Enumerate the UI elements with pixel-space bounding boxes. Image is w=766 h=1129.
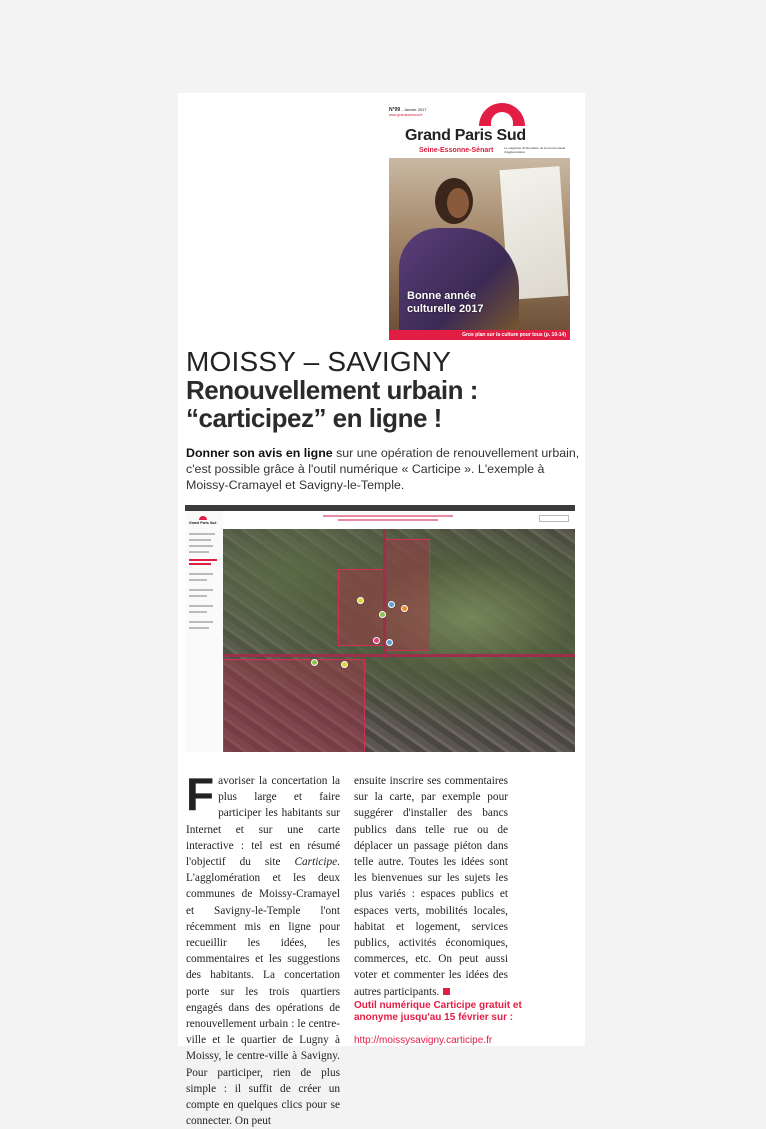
zone-south <box>223 659 365 752</box>
cover-website: www.grandparissud.fr <box>389 113 423 117</box>
map-pin <box>357 597 364 604</box>
cover-brand: Grand Paris Sud <box>405 127 526 144</box>
map-pin <box>386 639 393 646</box>
brand-logo-icon <box>479 103 525 126</box>
map-pin <box>311 659 318 666</box>
cover-subtitle: Seine-Essonne-Sénart <box>419 147 494 154</box>
map-pin <box>388 601 395 608</box>
cover-headline: Bonne année culturelle 2017 <box>407 290 484 315</box>
magazine-cover <box>389 105 570 340</box>
article-lead: Donner son avis en ligne sur une opération de renouvellement urbain, c'est possible grâce à l'outil numérique « Carticipe ». L'exemple à Moissy-Cramayel et Savigny-le-Temple. <box>186 446 580 492</box>
map-pin <box>341 661 348 668</box>
article-kicker: MOISSY – SAVIGNY <box>186 346 452 377</box>
site-logo: Grand Paris Sud <box>189 516 216 525</box>
article-title: Renouvellement urbain : “carticipez” en ligne ! <box>186 375 478 433</box>
zone-east <box>383 539 430 651</box>
end-mark-icon <box>443 988 450 995</box>
carticipe-link[interactable]: http://moissysavigny.carticipe.fr <box>354 1035 493 1046</box>
carticipe-screenshot <box>185 505 575 752</box>
cover-issue: N°09 - Janvier 2017 <box>389 107 427 113</box>
aerial-map <box>223 529 575 752</box>
drop-cap: F <box>186 768 215 820</box>
connect-button <box>539 515 569 522</box>
painter-face <box>447 188 469 218</box>
site-sidebar <box>185 511 223 752</box>
cover-band: Gros plan sur la culture pour tous (p. 10-14) <box>389 330 570 340</box>
cover-tagline: Le magazine d'information de la Communauté d'agglomération <box>504 146 566 154</box>
site-header <box>223 511 575 529</box>
cover-photo <box>389 158 570 330</box>
map-pin <box>379 611 386 618</box>
article-column-1: Favoriser la concertation la plus large et faire participer les habitants sur Internet et sur une carte interactive : tel est en résumé l'objectif du site Carticipe. L'agglomération et les deux communes de Moissy-Cramayel et Savigny-le-Temple l'ont récemment mis en ligne pour recueillir les idées, les commentaires et les suggestions des habitants. La concertation porte sur les trois quartiers engagés dans des opérations de renouvellement urbain : le centre-ville et le quartier de Lugny à Moissy, le centre-ville à Savigny. Pour participer, rien de plus simple : il suffit de créer un compte en quelques clics pour se connecter. On peut <box>186 768 340 1128</box>
map-pin <box>401 605 408 612</box>
info-box: Outil numérique Carticipe gratuit et anonyme jusqu'au 15 février sur : <box>354 1000 522 1023</box>
article-column-2: ensuite inscrire ses commentaires sur la carte, par exemple pour suggérer d'installer des bancs publics dans telle rue ou de déplacer un passage piéton dans telle autre. Toutes les idées sont les bienvenues sur les sujets les plus variés : espaces publics et espaces verts, mobilités locales, habitat et logement, services publics, activités économiques, commerces, etc. On peut aussi voter et commenter les idées des autres participants. <box>354 775 508 998</box>
magazine-page <box>178 93 585 1128</box>
map-pin <box>373 637 380 644</box>
zone-centre <box>338 569 385 646</box>
